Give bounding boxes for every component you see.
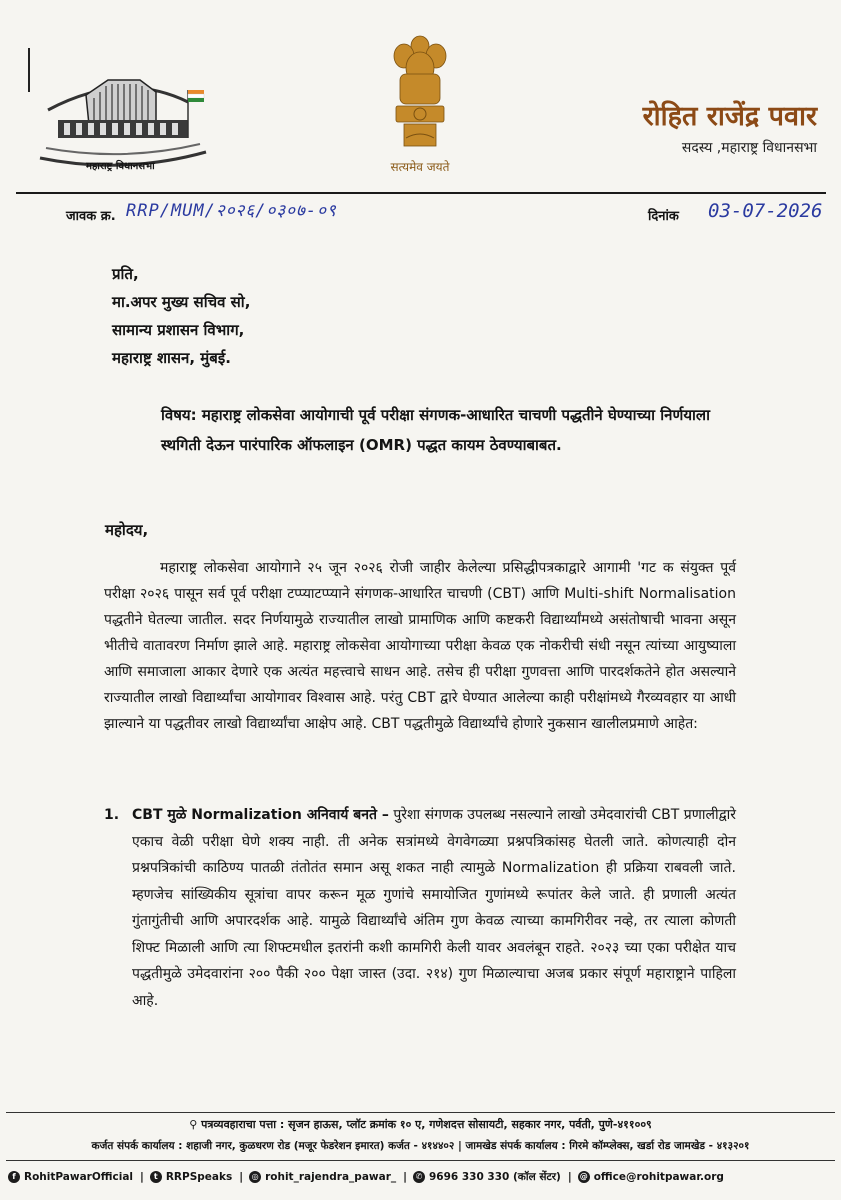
email-icon: @	[579, 1172, 588, 1181]
social-link-text: RRPSpeaks	[165, 1171, 233, 1183]
separator: |	[140, 1171, 144, 1183]
numbered-point	[104, 802, 736, 1014]
reference-label: जावक क्र.	[66, 209, 116, 224]
footer-divider	[6, 1112, 835, 1113]
social-link-text: office@rohitpawar.org	[593, 1171, 724, 1183]
whatsapp-icon: ✆	[413, 1171, 425, 1183]
separator: |	[567, 1171, 572, 1183]
footer-office-addresses: कर्जत संपर्क कार्यालय : शहाजी नगर, कुळधरण रोड (मजूर फेडरेशन इमारत) कर्जत - ४१४४०२ | जामखेड संपर्क कार्यालय : गिरमे कॉम्प्लेक्स, खर्डा रोड जामखेड - ४१३२०१	[91, 1140, 750, 1152]
vidhan-sabha-caption: महाराष्ट्र विधानसभा	[86, 161, 155, 172]
subject-line: विषय: महाराष्ट्र लोकसेवा आयोगाची पूर्व परीक्षा संगणक-आधारित चाचणी पद्धतीने घेण्याच्या निर्णयाला स्थगिती देऊन पारंपारिक ऑफलाइन (OMR) पद्धत कायम ठेवण्याबाबत.	[161, 406, 710, 454]
reference-line	[36, 202, 826, 232]
address-line: महाराष्ट्र शासन, मुंबई.	[112, 349, 231, 367]
social-link-text: RohitPawarOfficial	[24, 1171, 133, 1183]
date-label: दिनांक	[648, 209, 679, 224]
footer-divider-2	[6, 1160, 835, 1161]
national-emblem-icon	[380, 30, 460, 150]
sender-block	[643, 102, 817, 157]
facebook-icon: f	[8, 1171, 20, 1183]
body-paragraph: महाराष्ट्र लोकसेवा आयोगाने २५ जून २०२६ रोजी जाहीर केलेल्या प्रसिद्धीपत्रकाद्वारे आगामी 'गट क संयुक्त पूर्व परीक्षा २०२६ पासून सर्व पूर्व परीक्षा टप्प्याटप्प्याने संगणक-आधारित चाचणी (CBT) आणि Multi-shift Normalisation पद्धतीने घेतल्या जातील. सदर निर्णयामुळे राज्यातील लाखो प्रामाणिक आणि कष्टकरी विद्यार्थ्यांमध्ये असंतोषाची भावना असून भीतीचे वातावरण निर्माण झाले आहे. महाराष्ट्र लोकसेवा आयोगाच्या परीक्षा केवळ एक नोकरीची संधी नसून त्यांच्या आयुष्याला आणि समाजाला आकार देणारे एक अत्यंत महत्त्वाचे साधन आहे. तसेच ही परीक्षा गुणवत्ता आणि पारदर्शकतेने होत असल्याने राज्यातील लाखो विद्यार्थ्यांचा आयोगावर विश्वास आहे. परंतु CBT द्वारे घेण्यात आलेल्या काही परीक्षांमध्ये गैरव्यवहार या आधी झाल्याने या पद्धतीवर लाखो विद्यार्थ्यांचा आक्षेप आहे. CBT पद्धतीमुळे विद्यार्थ्यांचे होणारे नुकसान खालीलप्रमाणे आहेत:	[104, 560, 736, 732]
footer-line-1: पत्रव्यवहाराचा पत्ता : सृजन हाऊस, प्लॉट क्रमांक १० ए, गणेशदत्त सोसायटी, सहकार नगर, पर्वती, पुणे-४११००९	[201, 1118, 652, 1131]
separator: |	[239, 1171, 244, 1183]
point-text: पुरेशा संगणक उपलब्ध नसल्याने लाखो उमेदवारांची CBT प्रणालीद्वारे एकाच वेळी परीक्षा घेणे शक्य नाही. ती अनेक सत्रांमध्ये वेगवेगळ्या प्रश्नपत्रिकांसह घेतली जाते. कोणत्याही दोन प्रश्नपत्रिकांची काठिण्य पातळी तंतोतंत समान असू शकत नाही त्यामुळे Normalization ही प्रक्रिया राबवली जाते. म्हणजेच सांख्यिकीय सूत्रांचा वापर करून मूळ गुणांचे समायोजित गुणांमध्ये रूपांतर केले जाते. ही प्रणाली अत्यंत गुंतागुंतीची आणि अपारदर्शक आहे. यामुळे विद्यार्थ्यांचे अंतिम गुण केवळ त्याच्या कामगिरीवर नव्हे, तर त्याला कोणती शिफ्ट मिळाली आणि त्या शिफ्टमधील इतरांनी कशी कामगिरी केली यावर अवलंबून राहते. २०२३ च्या एका परीक्षेत याच पद्धतीमुळे उमेदवारांना २०० पैकी २०० पेक्षा जास्त (उदा. २१४) गुण मिळाल्याचा अजब प्रकार संपूर्ण महाराष्ट्राने पाहिला आहे.	[132, 807, 736, 1009]
social-link[interactable]	[8, 1171, 133, 1183]
reference-number: RRP/MUM/२०२६/०३०७-०९	[126, 201, 337, 221]
social-link-text: rohit_rajendra_pawar_	[265, 1171, 397, 1183]
sender-designation: सदस्य ,महाराष्ट्र विधानसभा	[681, 139, 817, 156]
salutation: महोदय,	[105, 521, 149, 539]
address-line: प्रति,	[112, 265, 139, 283]
date-value: 03-07-2026	[708, 200, 823, 222]
social-link[interactable]	[150, 1171, 232, 1183]
location-pin-icon: ⚲	[189, 1118, 202, 1131]
separator: |	[403, 1171, 407, 1183]
point-number: 1.	[104, 807, 120, 823]
emblem-motto: सत्यमेव जयते	[390, 160, 450, 174]
vidhan-sabha-logo	[28, 40, 218, 175]
social-link-text: 9696 330 330 (कॉल सेंटर)	[428, 1171, 561, 1183]
point-body	[132, 802, 736, 1014]
header-divider	[16, 192, 826, 194]
address-line: मा.अपर मुख्य सचिव सो,	[112, 293, 251, 311]
social-link[interactable]	[578, 1171, 724, 1183]
twitter-icon: t	[150, 1171, 162, 1183]
social-link[interactable]	[413, 1170, 561, 1184]
instagram-icon: ◎	[249, 1171, 261, 1183]
address-line: सामान्य प्रशासन विभाग,	[112, 321, 245, 339]
footer-social-links	[8, 1170, 838, 1184]
sender-name: रोहित राजेंद्र पवार	[642, 101, 817, 132]
footer-correspondence-address	[0, 1117, 841, 1132]
recipient-address	[112, 260, 250, 372]
social-link[interactable]	[249, 1171, 396, 1183]
point-title: CBT मुळे Normalization अनिवार्य बनते –	[132, 807, 389, 823]
